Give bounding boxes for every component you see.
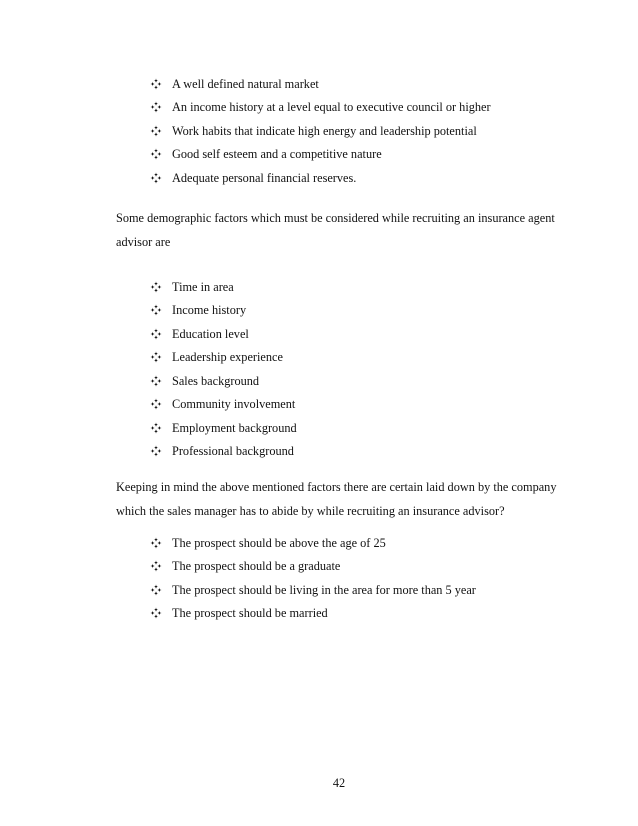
page-number: 42 — [332, 776, 346, 790]
four-diamond-bullet-icon — [150, 172, 172, 184]
four-diamond-bullet-icon — [150, 148, 172, 160]
list-item — [150, 275, 297, 299]
list-item — [150, 393, 297, 417]
list-item — [150, 578, 476, 602]
four-diamond-bullet-icon — [150, 304, 172, 316]
list-item-text: Time in area — [172, 279, 234, 294]
four-diamond-bullet-icon — [150, 281, 172, 293]
four-diamond-bullet-icon — [150, 584, 172, 596]
four-diamond-bullet-icon — [150, 351, 172, 363]
list-item — [150, 322, 297, 346]
list-item — [150, 119, 491, 143]
four-diamond-bullet-icon — [150, 445, 172, 457]
list-item — [150, 416, 297, 440]
list-item — [150, 299, 297, 323]
list-item-text: Work habits that indicate high energy and leadership potential — [172, 123, 477, 138]
four-diamond-bullet-icon — [150, 125, 172, 137]
demographic-factors-paragraph: Some demographic factors which must be considered while recruiting an insurance agent advisor are — [116, 211, 555, 249]
list-item-text: Income history — [172, 303, 247, 318]
four-diamond-bullet-icon — [150, 328, 172, 340]
list-item-text: Professional background — [172, 444, 294, 459]
list-item-text: Adequate personal financial reserves. — [172, 170, 357, 185]
company-rules-paragraph: Keeping in mind the above mentioned factors there are certain laid down by the company which the sales manager has to abide by while recruiting an insurance advisor? — [116, 480, 557, 518]
list-item — [150, 602, 476, 626]
list-item-text: The prospect should be a graduate — [172, 559, 341, 574]
four-diamond-bullet-icon — [150, 101, 172, 113]
list-item-text: Education level — [172, 326, 249, 341]
list-item-text: A well defined natural market — [172, 76, 319, 91]
list-item — [150, 555, 476, 579]
list-item-text: Community involvement — [172, 397, 296, 412]
list-item-text: An income history at a level equal to executive council or higher — [172, 100, 491, 115]
list-item-text: The prospect should be above the age of 25 — [172, 535, 386, 550]
list-item-text: Leadership experience — [172, 350, 283, 365]
list-item-text: Sales background — [172, 373, 260, 388]
four-diamond-bullet-icon — [150, 398, 172, 410]
four-diamond-bullet-icon — [150, 375, 172, 387]
list-item — [150, 96, 491, 120]
list-item — [150, 440, 297, 464]
four-diamond-bullet-icon — [150, 607, 172, 619]
four-diamond-bullet-icon — [150, 560, 172, 572]
list-item — [150, 346, 297, 370]
list-item — [150, 166, 491, 190]
four-diamond-bullet-icon — [150, 422, 172, 434]
four-diamond-bullet-icon — [150, 537, 172, 549]
list-item — [150, 369, 297, 393]
list-item — [150, 72, 491, 96]
qualities-list — [150, 72, 491, 190]
prospect-requirements-list — [150, 531, 476, 625]
four-diamond-bullet-icon — [150, 78, 172, 90]
list-item-text: The prospect should be married — [172, 606, 328, 621]
list-item-text: The prospect should be living in the area for more than 5 year — [172, 582, 476, 597]
list-item — [150, 531, 476, 555]
list-item-text: Good self esteem and a competitive nature — [172, 147, 382, 162]
list-item — [150, 143, 491, 167]
list-item-text: Employment background — [172, 420, 297, 435]
demographic-factors-list — [150, 275, 297, 463]
